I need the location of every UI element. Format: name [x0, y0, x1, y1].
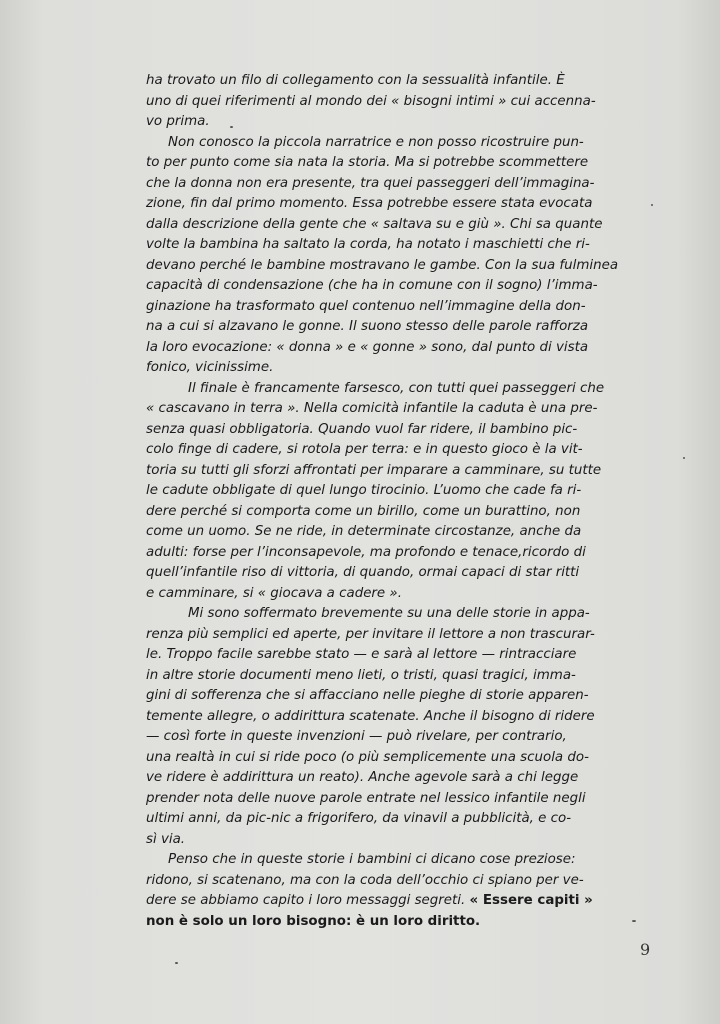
text-line: le cadute obbligate di quel lungo tirocinio. L’uomo che cade fa ri-: [146, 483, 582, 498]
text-line: toria su tutti gli sforzi affrontati per imparare a camminare, su tutte: [146, 462, 602, 478]
text-line: la loro evocazione: « donna » e « gonne » sono, dal punto di vista: [146, 339, 589, 355]
text-line: na a cui si alzavano le gonne. Il suono stesso delle parole rafforza: [146, 319, 589, 334]
print-speck: [175, 962, 178, 964]
text-line: Penso che in queste storie i bambini ci dicano cose preziose:: [168, 852, 576, 867]
text-line: Mi sono soffermato brevemente su una delle storie in appa-: [188, 606, 590, 621]
text-line: renza più semplici ed aperte, per invitare il lettore a non trascurar-: [146, 626, 595, 642]
text-line: le. Troppo facile sarebbe stato — e sarà al lettore — rintracciare: [146, 647, 577, 662]
text-line: senza quasi obbligatoria. Quando vuol far ridere, il bambino pic-: [146, 421, 578, 437]
text-line: zione, fin dal primo momento. Essa potrebbe essere stata evocata: [146, 196, 593, 211]
text-line: — così forte in queste invenzioni — può rivelare, per contrario,: [146, 729, 567, 744]
text-line: [146, 891, 650, 912]
text-line: ridono, si scatenano, ma con la coda dell’occhio ci spiano per ve-: [146, 872, 584, 888]
text-run: dere se abbiamo capito i loro messaggi segreti.: [146, 893, 466, 908]
text-line: uno di quei riferimenti al mondo dei « bisogni intimi » cui accenna-: [146, 93, 596, 109]
text-line: che la donna non era presente, tra quei passeggeri dell’immagina-: [146, 175, 595, 191]
text-line: come un uomo. Se ne ride, in determinate circostanze, anche da: [146, 524, 582, 539]
text-line: in altre storie documenti meno lieti, o tristi, quasi tragici, imma-: [146, 667, 576, 683]
text-line: Non conosco la piccola narratrice e non posso ricostruire pun-: [168, 134, 584, 150]
text-line: adulti: forse per l’inconsapevole, ma profondo e tenace,ricordo di: [146, 544, 586, 560]
text-line: Il finale è francamente farsesco, con tutti quei passeggeri che: [188, 380, 605, 396]
text-line: ve ridere è addirittura un reato). Anche agevole sarà a chi legge: [146, 770, 579, 785]
text-line: « cascavano in terra ». Nella comicità infantile la caduta è una pre-: [146, 401, 598, 416]
text-line: vo prima.: [146, 114, 210, 129]
text-line: capacità di condensazione (che ha in comune con il sogno) l’imma-: [146, 278, 598, 293]
page-number: 9: [640, 940, 651, 959]
print-speck: [632, 920, 636, 922]
print-speck: [230, 126, 233, 128]
text-line: sì via.: [146, 831, 186, 847]
text-line: una realtà in cui si ride poco (o più semplicemente una scuola do-: [146, 749, 589, 765]
text-line: to per punto come sia nata la storia. Ma si potrebbe scommettere: [146, 155, 589, 170]
text-line: quell’infantile riso di vittoria, di quando, ormai capaci di star ritti: [146, 565, 580, 580]
text-line: ha trovato un filo di collegamento con la sessualità infantile. È: [146, 73, 565, 88]
text-line-bold: non è solo un loro bisogno: è un loro diritto.: [146, 913, 481, 929]
text-line: volte la bambina ha saltato la corda, ha notato i maschietti che ri-: [146, 237, 590, 252]
print-speck: [651, 204, 653, 206]
text-line: ultimi anni, da pic-nic a frigorifero, da vinavil a pubblicità, e co-: [146, 811, 572, 826]
text-line: colo finge di cadere, si rotola per terra: e in questo gioco è la vit-: [146, 442, 583, 457]
text-line: prender nota delle nuove parole entrate nel lessico infantile negli: [146, 790, 586, 806]
body-text: [146, 71, 650, 932]
print-speck: [683, 457, 685, 459]
text-line: dere perché si comporta come un birillo, come un burattino, non: [146, 503, 581, 519]
bold-text-run: « Essere capiti »: [469, 893, 593, 908]
text-line: dalla descrizione della gente che « saltava su e giù ». Chi sa quante: [146, 216, 603, 232]
text-line: gini di sofferenza che si affacciano nelle pieghe di storie apparen-: [146, 688, 589, 703]
text-line: devano perché le bambine mostravano le gambe. Con la sua fulminea: [146, 257, 619, 273]
text-line: e camminare, si « giocava a cadere ».: [146, 585, 402, 601]
text-line: temente allegre, o addirittura scatenate. Anche il bisogno di ridere: [146, 708, 595, 724]
text-line: fonico, vicinissime.: [146, 360, 274, 375]
text-line: ginazione ha trasformato quel contenuo nell’immagine della don-: [146, 298, 586, 314]
